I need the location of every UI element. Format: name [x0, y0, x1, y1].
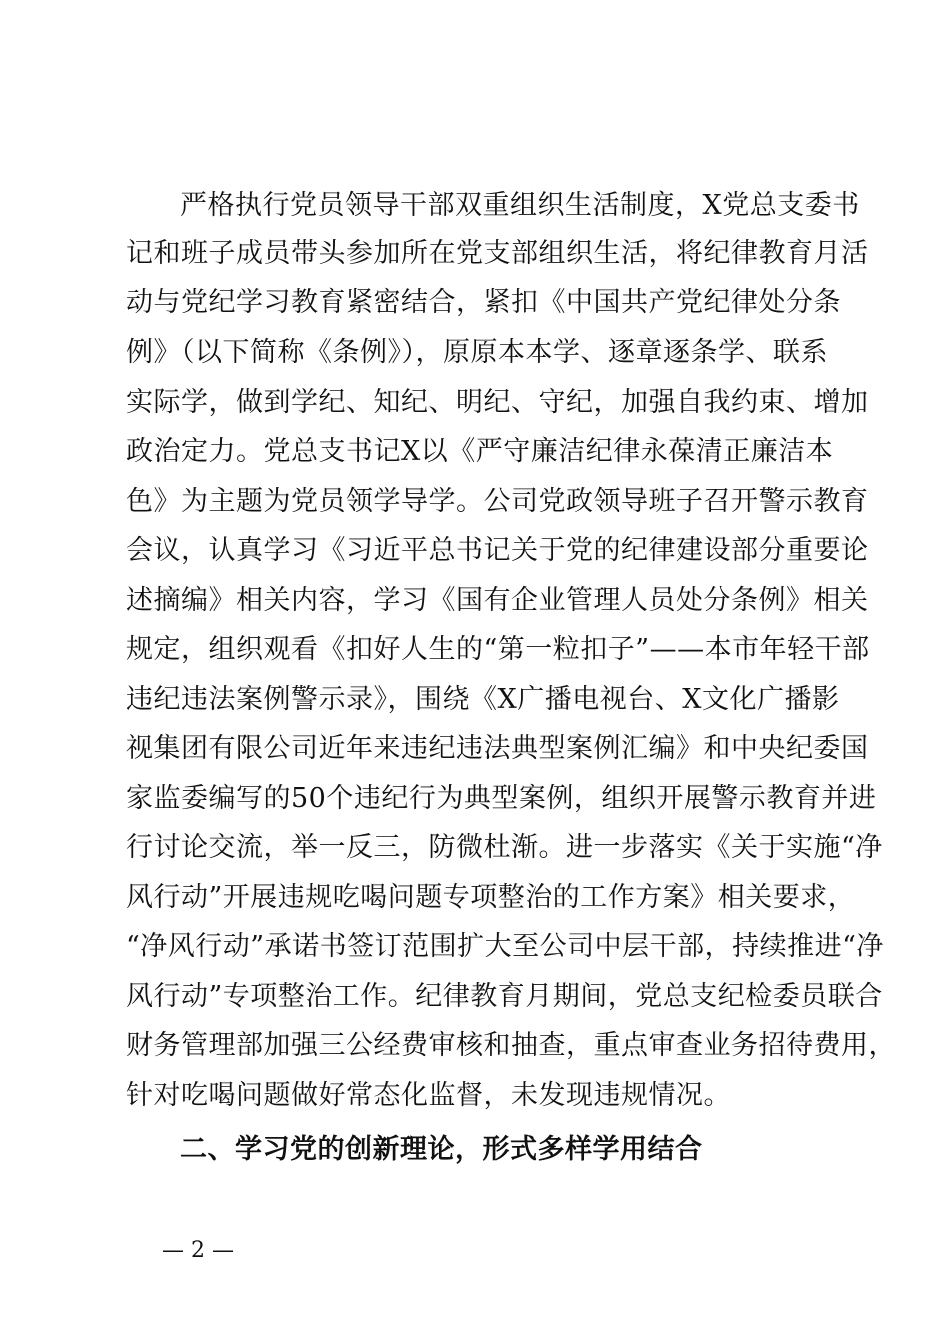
paragraph-line: 动与党纪学习教育紧密结合，紧扣《中国共产党纪律处分条 [126, 287, 841, 318]
paragraph-line: 风行动”开展违规吃喝问题专项整治的工作方案》相关要求， [126, 882, 856, 913]
paragraph-line: 针对吃喝问题做好常态化监督，未发现违规情况。 [126, 1080, 731, 1111]
paragraph-line: 述摘编》相关内容，学习《国有企业管理人员处分条例》相关 [126, 585, 869, 616]
paragraph-line: 记和班子成员带头参加所在党支部组织生活，将纪律教育月活 [126, 238, 869, 269]
page-number: — 2 — [162, 1238, 234, 1263]
paragraph-line: 例》（以下简称《条例》），原原本本学、逐章逐条学、联系 [126, 337, 828, 368]
paragraph-line: 行讨论交流，举一反三，防微杜渐。进一步落实《关于实施“净 [126, 832, 883, 863]
paragraph-line: 财务管理部加强三公经费审核和抽查，重点审查业务招待费用， [126, 1030, 896, 1061]
paragraph-line: 实际学，做到学纪、知纪、明纪、守纪，加强自我约束、增加 [126, 387, 869, 418]
paragraph-line: “净风行动”承诺书签订范围扩大至公司中层干部，持续推进“净 [126, 931, 884, 962]
paragraph-line: 风行动”专项整治工作。纪律教育月期间，党总支纪检委员联合 [126, 981, 883, 1012]
paragraph-line: 视集团有限公司近年来违纪违法典型案例汇编》和中央纪委国 [126, 733, 869, 764]
paragraph-line: 违纪违法案例警示录》，围绕《X广播电视台、X文化广播影 [126, 684, 840, 715]
paragraph-line: 家监委编写的50个违纪行为典型案例，组织开展警示教育并进 [126, 783, 877, 814]
paragraph-line: 色》为主题为党员领学导学。公司党政领导班子召开警示教育 [126, 486, 869, 517]
paragraph-line: 严格执行党员领导干部双重组织生活制度，X党总支委书 [180, 190, 860, 221]
section-heading: 二、学习党的创新理论，形式多样学用结合 [180, 1134, 703, 1165]
paragraph-line: 会议，认真学习《习近平总书记关于党的纪律建设部分重要论 [126, 535, 869, 566]
paragraph-line: 规定，组织观看《扣好人生的“第一粒扣子”——本市年轻干部 [126, 634, 870, 665]
paragraph-line: 政治定力。党总支书记X以《严守廉洁纪律永葆清正廉洁本 [126, 436, 834, 467]
